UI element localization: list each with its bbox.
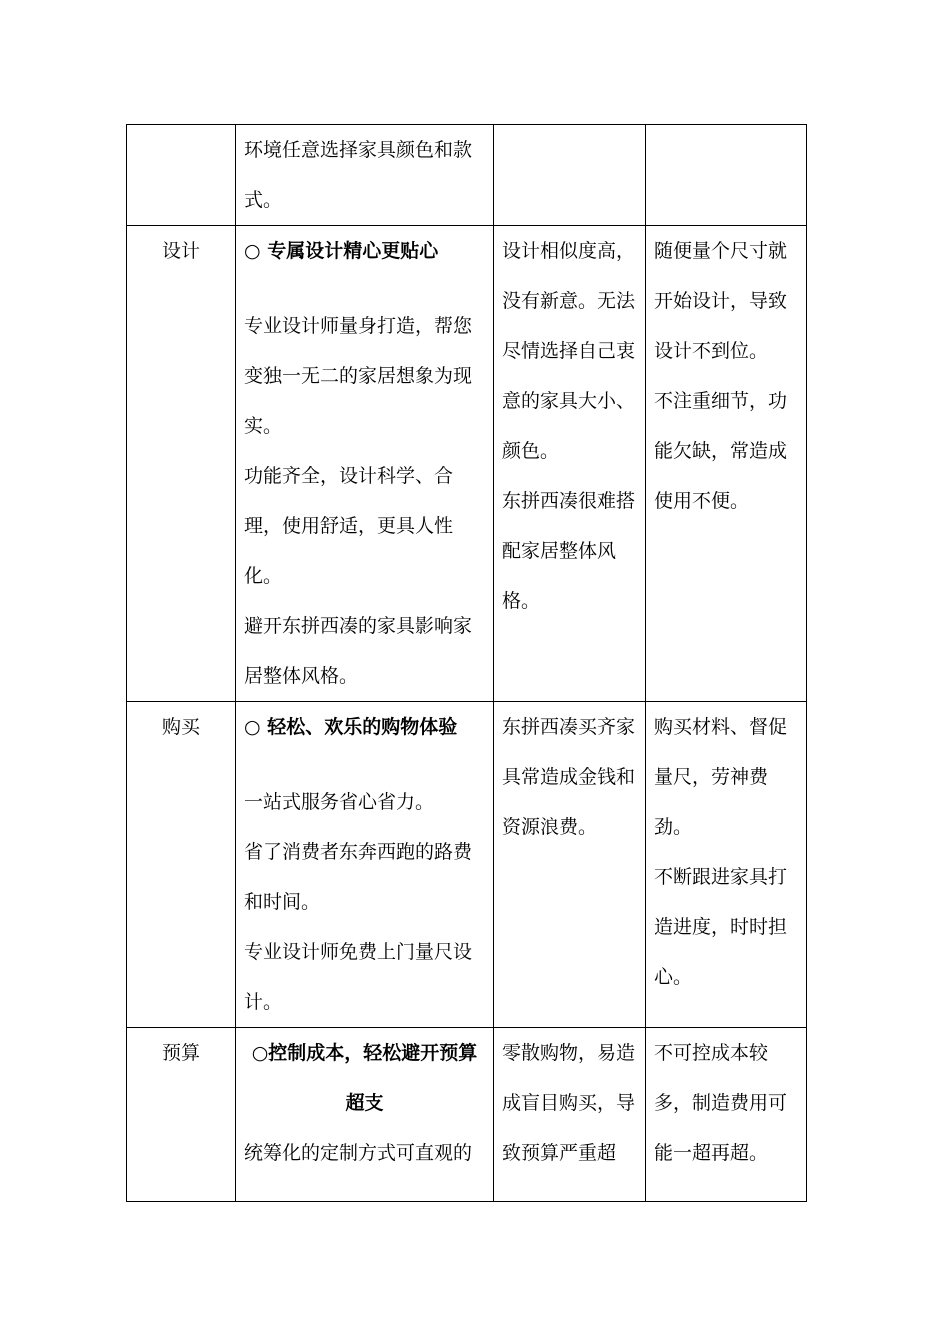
- table-row: [127, 226, 807, 702]
- comparison-table: [126, 124, 807, 1202]
- ours-heading: ○控制成本，轻松避开预算超支: [251, 1042, 478, 1114]
- row-label: 购买: [161, 716, 200, 738]
- ours-cell: [236, 125, 494, 226]
- ours-paragraph: 统筹化的定制方式可直观的: [244, 1142, 473, 1164]
- compare-b-paragraph: 不断跟进家具打造进度，时时担心。: [654, 866, 788, 988]
- compare-b-paragraph: 随便量个尺寸就开始设计，导致设计不到位。: [654, 240, 788, 362]
- ours-cell: [236, 226, 494, 702]
- table-row: [127, 1028, 807, 1202]
- ours-paragraph: 避开东拼西凑的家具影响家居整体风格。: [244, 615, 473, 687]
- spacer: [244, 752, 485, 777]
- ours-cell: [236, 702, 494, 1028]
- compare-b-cell: [646, 226, 807, 702]
- compare-a-cell: [494, 702, 646, 1028]
- row-label-cell: [127, 1028, 236, 1202]
- compare-a-cell: [494, 226, 646, 702]
- ours-paragraph: 环境任意选择家具颜色和款式。: [244, 139, 473, 211]
- compare-a-cell: [494, 1028, 646, 1202]
- ours-paragraph: 功能齐全，设计科学、合理，使用舒适，更具人性化。: [244, 465, 454, 587]
- compare-b-paragraph: 购买材料、督促量尺，劳神费劲。: [654, 716, 788, 838]
- spacer: [244, 276, 485, 301]
- ours-heading: ○ 轻松、欢乐的购物体验: [244, 716, 458, 738]
- compare-b-cell: [646, 125, 807, 226]
- compare-a-paragraph: 设计相似度高，没有新意。无法尽情选择自己衷意的家具大小、颜色。: [502, 240, 636, 462]
- ours-cell: [236, 1028, 494, 1202]
- compare-b-cell: [646, 702, 807, 1028]
- compare-b-paragraph: 不可控成本较多，制造费用可能一超再超。: [654, 1042, 788, 1164]
- row-label: 预算: [161, 1042, 200, 1064]
- compare-a-paragraph: 东拼西凑很难搭配家居整体风格。: [502, 490, 636, 612]
- ours-heading: ○ 专属设计精心更贴心: [244, 240, 439, 262]
- compare-b-cell: [646, 1028, 807, 1202]
- ours-paragraph: 专业设计师免费上门量尺设计。: [244, 941, 473, 1013]
- ours-paragraph: 一站式服务省心省力。: [244, 791, 435, 813]
- ours-paragraph: 专业设计师量身打造，帮您变独一无二的家居想象为现实。: [244, 315, 473, 437]
- ours-paragraph: 省了消费者东奔西跑的路费和时间。: [244, 841, 473, 913]
- compare-b-paragraph: 不注重细节，功能欠缺，常造成使用不便。: [654, 390, 788, 512]
- row-label: 设计: [161, 240, 200, 262]
- compare-a-cell: [494, 125, 646, 226]
- row-label-cell: [127, 226, 236, 702]
- table-row: [127, 125, 807, 226]
- compare-a-paragraph: 东拼西凑买齐家具常造成金钱和资源浪费。: [502, 716, 636, 838]
- table-row: [127, 702, 807, 1028]
- row-label-cell: [127, 125, 236, 226]
- row-label-cell: [127, 702, 236, 1028]
- compare-a-paragraph: 零散购物，易造成盲目购买，导致预算严重超: [502, 1042, 636, 1164]
